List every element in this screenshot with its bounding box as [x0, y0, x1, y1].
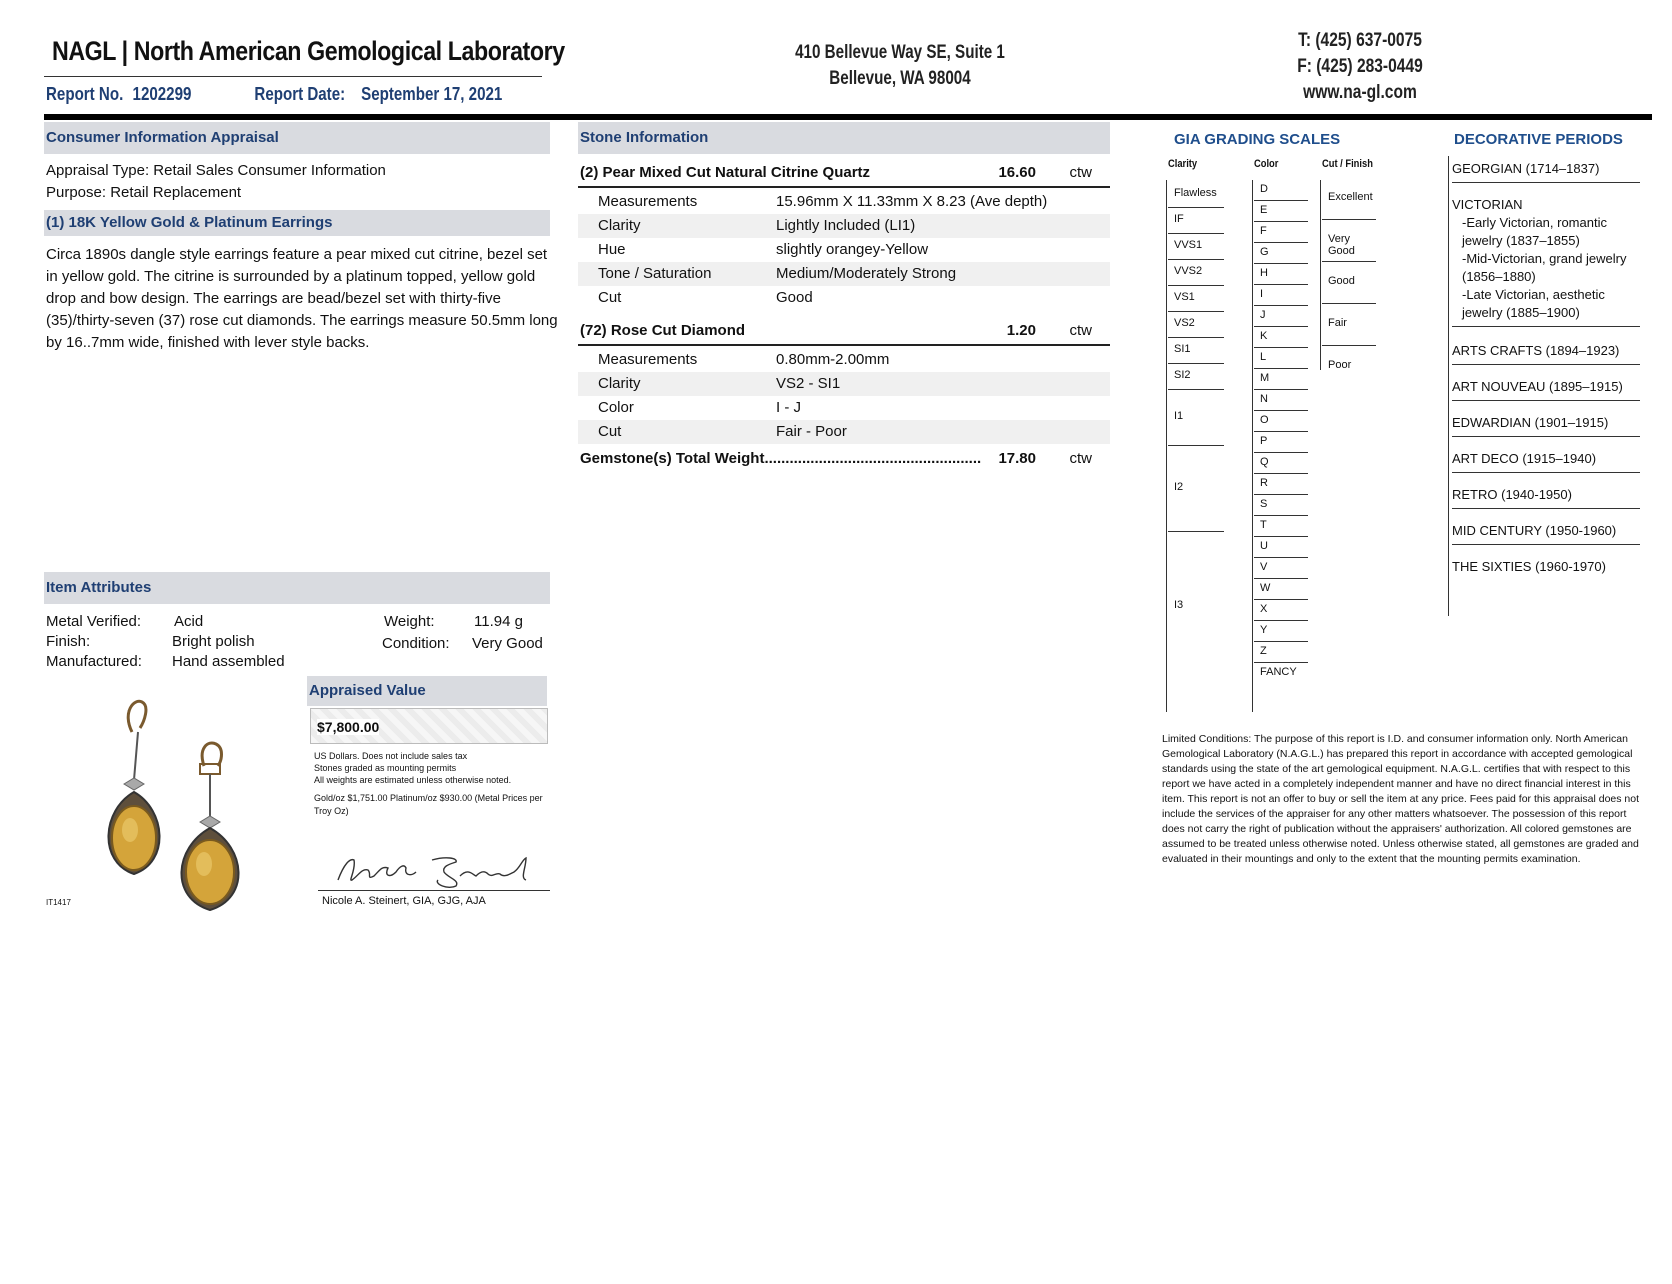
period-sixties: THE SIXTIES (1960-1970) — [1452, 559, 1606, 574]
color-grade: V — [1254, 558, 1308, 579]
condition-label: Condition: — [382, 635, 450, 652]
stone1-title: (2) Pear Mixed Cut Natural Citrine Quartz — [580, 164, 871, 181]
clarity-grade: SI1 — [1168, 338, 1224, 364]
row-label: Cut — [598, 289, 622, 306]
signature-image — [330, 846, 550, 894]
stone1-unit: ctw — [1069, 164, 1092, 181]
color-col-label: Color — [1254, 158, 1279, 170]
clarity-grade: I1 — [1168, 390, 1224, 446]
victorian-late: -Late Victorian, aesthetic jewelry (1885–1900) — [1462, 287, 1605, 320]
decorative-axis — [1448, 156, 1449, 616]
color-grade: D — [1254, 180, 1308, 201]
appraised-note3: All weights are estimated unless otherwise noted. — [314, 775, 512, 785]
row-value: I - J — [776, 399, 801, 416]
lab-address — [740, 40, 1060, 92]
color-grade: E — [1254, 201, 1308, 222]
header-divider — [44, 114, 1652, 120]
report-no: 1202299 — [132, 84, 192, 104]
metal-value: Acid — [174, 613, 204, 630]
finish-value: Bright polish — [172, 633, 255, 650]
row-label: Clarity — [598, 375, 641, 392]
row-label: Clarity — [598, 217, 641, 234]
item-description: Circa 1890s dangle style earrings feature a pear mixed cut citrine, bezel set in yellow gold. The citrine is surrounded by a platinum topped, yellow gold drop and bow design. The earrings are bead/bezel set with thirty-five (35)/thirty-seven (37) rose cut diamonds. The earrings measure 50.5mm long by 16..7mm wide, finished with lever style backs. — [46, 246, 558, 351]
gia-heading: GIA GRADING SCALES — [1174, 131, 1341, 148]
period-retro: RETRO (1940-1950) — [1452, 486, 1640, 509]
decorative-heading: DECORATIVE PERIODS — [1454, 131, 1623, 148]
address-line2: Bellevue, WA 98004 — [829, 68, 971, 89]
stone2-row — [578, 372, 1110, 396]
row-value: Lightly Included (LI1) — [776, 217, 916, 234]
total-unit: ctw — [1069, 450, 1092, 467]
period-art-nouveau: ART NOUVEAU (1895–1915) — [1452, 378, 1640, 401]
lab-contact — [1253, 28, 1466, 106]
row-value: VS2 - SI1 — [776, 375, 841, 392]
stone2-row — [578, 396, 1110, 420]
report-no-label: Report No. — [46, 84, 124, 104]
total-weight-row — [578, 450, 1110, 474]
item-heading: (1) 18K Yellow Gold & Platinum Earrings — [44, 210, 550, 236]
color-grade: K — [1254, 327, 1308, 348]
color-grade: X — [1254, 600, 1308, 621]
color-grade: H — [1254, 264, 1308, 285]
victorian-mid: -Mid-Victorian, grand jewelry (1856–1880) — [1462, 251, 1627, 284]
period-victorian — [1452, 196, 1640, 327]
row-label: Color — [598, 399, 634, 416]
stone1-row — [578, 190, 1110, 214]
clarity-axis — [1166, 180, 1167, 712]
clarity-grade: Flawless — [1168, 182, 1224, 208]
stone2-title: (72) Rose Cut Diamond — [580, 322, 746, 339]
color-grade: Y — [1254, 621, 1308, 642]
cut-grade: Poor — [1328, 359, 1352, 371]
signer-name: Nicole A. Steinert, GIA, GJG, AJA — [322, 895, 486, 907]
color-grade: Z — [1254, 642, 1308, 663]
cut-axis — [1320, 180, 1321, 370]
clarity-grade: VS1 — [1168, 286, 1224, 312]
row-value: Fair - Poor — [776, 423, 847, 440]
victorian-early: -Early Victorian, romantic jewelry (1837–1855) — [1462, 215, 1607, 248]
color-grade: FANCY — [1260, 666, 1297, 678]
color-grade: T — [1254, 516, 1308, 537]
appraised-note2: Stones graded as mounting permits — [314, 763, 457, 773]
row-label: Measurements — [598, 351, 698, 368]
color-grade: N — [1254, 390, 1308, 411]
color-grade: W — [1254, 579, 1308, 600]
color-grade: O — [1254, 411, 1308, 432]
color-grade: Q — [1254, 453, 1308, 474]
color-grade: U — [1254, 537, 1308, 558]
color-grade: P — [1254, 432, 1308, 453]
row-label: Hue — [598, 241, 626, 258]
cut-grade: Fair — [1322, 304, 1376, 346]
manufactured-value: Hand assembled — [172, 653, 285, 670]
cut-grade: Very Good — [1322, 220, 1376, 262]
clarity-grade: SI2 — [1168, 364, 1224, 390]
period-georgian: GEORGIAN (1714–1837) — [1452, 160, 1640, 183]
finish-label: Finish: — [46, 633, 91, 650]
appraised-value-box — [310, 708, 548, 744]
metal-label: Metal Verified: — [46, 613, 142, 630]
cut-grade: Excellent — [1322, 178, 1376, 220]
period-art-deco: ART DECO (1915–1940) — [1452, 450, 1640, 473]
clarity-grade: I3 — [1174, 599, 1184, 611]
cut-col-label: Cut / Finish — [1322, 158, 1373, 170]
clarity-grade: VVS2 — [1168, 260, 1224, 286]
row-label: Measurements — [598, 193, 698, 210]
consumer-heading: Consumer Information Appraisal — [44, 122, 550, 154]
stone2-unit: ctw — [1069, 322, 1092, 339]
website[interactable]: www.na-gl.com — [1303, 82, 1417, 103]
victorian-label: VICTORIAN — [1452, 197, 1523, 212]
color-grade: G — [1254, 243, 1308, 264]
earrings-photo — [74, 692, 284, 914]
row-value: 15.96mm X 11.33mm X 8.23 (Ave depth) — [776, 193, 1048, 210]
appraised-note1: US Dollars. Does not include sales tax — [314, 751, 468, 761]
period-mid-century: MID CENTURY (1950-1960) — [1452, 522, 1640, 545]
stone2-header — [578, 316, 1110, 346]
stone1-row — [578, 286, 1110, 310]
stone1-row — [578, 214, 1110, 238]
period-arts-crafts: ARTS CRAFTS (1894–1923) — [1452, 342, 1640, 365]
phone: T: (425) 637-0075 — [1298, 30, 1422, 51]
color-grade: R — [1254, 474, 1308, 495]
signature-line — [318, 890, 550, 891]
appraised-heading: Appraised Value — [307, 676, 547, 706]
period-edwardian: EDWARDIAN (1901–1915) — [1452, 414, 1640, 437]
color-axis — [1252, 180, 1253, 712]
clarity-grade: IF — [1168, 208, 1224, 234]
clarity-grade: VVS1 — [1168, 234, 1224, 260]
total-label: Gemstone(s) Total Weight.................................................... — [580, 450, 982, 467]
manufactured-label: Manufactured: — [46, 653, 142, 670]
weight-value: 11.94 g — [474, 613, 523, 630]
condition-value: Very Good — [472, 635, 543, 652]
color-grade: I — [1254, 285, 1308, 306]
color-grade: J — [1254, 306, 1308, 327]
stone2-weight: 1.20 — [1006, 322, 1036, 339]
stone1-header — [578, 158, 1110, 188]
cut-grade: Good — [1322, 262, 1376, 304]
row-value: slightly orangey-Yellow — [776, 241, 929, 258]
clarity-col-label: Clarity — [1168, 158, 1198, 170]
clarity-grade: VS2 — [1168, 312, 1224, 338]
color-grade: M — [1254, 369, 1308, 390]
row-value: Medium/Moderately Strong — [776, 265, 957, 282]
stone2-row — [578, 420, 1110, 444]
color-grade: S — [1254, 495, 1308, 516]
item-code: IT1417 — [46, 898, 71, 907]
report-date: September 17, 2021 — [361, 84, 503, 104]
appraised-value: $7,800.00 — [317, 719, 380, 735]
clarity-grade: I2 — [1168, 446, 1224, 532]
stone-heading: Stone Information — [578, 122, 1110, 154]
row-value: Good — [776, 289, 813, 306]
report-date-label: Report Date: — [254, 84, 346, 104]
total-weight: 17.80 — [998, 450, 1036, 467]
appraisal-purpose: Purpose: Retail Replacement — [46, 184, 242, 201]
color-grade: F — [1254, 222, 1308, 243]
color-grade: L — [1254, 348, 1308, 369]
row-label: Cut — [598, 423, 622, 440]
appraisal-type: Appraisal Type: Retail Sales Consumer Information — [46, 162, 386, 179]
address-line1: 410 Bellevue Way SE, Suite 1 — [795, 42, 1005, 63]
stone1-weight: 16.60 — [998, 164, 1036, 181]
weight-label: Weight: — [384, 613, 435, 630]
stone2-row — [578, 348, 1110, 372]
attributes-heading: Item Attributes — [44, 572, 550, 604]
report-line — [46, 84, 507, 105]
row-label: Tone / Saturation — [598, 265, 712, 282]
title-rule — [44, 76, 542, 77]
lab-title: NAGL | North American Gemological Laboratory — [52, 36, 565, 66]
stone1-row — [578, 238, 1110, 262]
limited-conditions: Limited Conditions: The purpose of this report is I.D. and consumer information only. North American Gemological Laboratory (N.A.G.L.) has prepared this report in accordance with accepted gemological standards using the state of the art gemological equipment. N.A.G.L. certifies that with respect to this report we have acted in a completely independent manner and have no direct financial interest in this item. This report is not an offer to buy or sell the item at any price. Fees paid for this appraisal does not include the services of the appraiser for any other matters whatsoever. The possession of this report does not carry the right of publication without the appraisers' authorization. All colored gemstones are assumed to be treated unless otherwise noted. Unless otherwise stated, all gemstones are graded and evaluated in their mountings and only to the extent that the mounting permits examination. — [1162, 733, 1640, 865]
row-value: 0.80mm-2.00mm — [776, 351, 890, 368]
stone1-row — [578, 262, 1110, 286]
fax: F: (425) 283-0449 — [1297, 56, 1423, 77]
metal-prices: Gold/oz $1,751.00 Platinum/oz $930.00 (Metal Prices per Troy Oz) — [314, 793, 543, 816]
